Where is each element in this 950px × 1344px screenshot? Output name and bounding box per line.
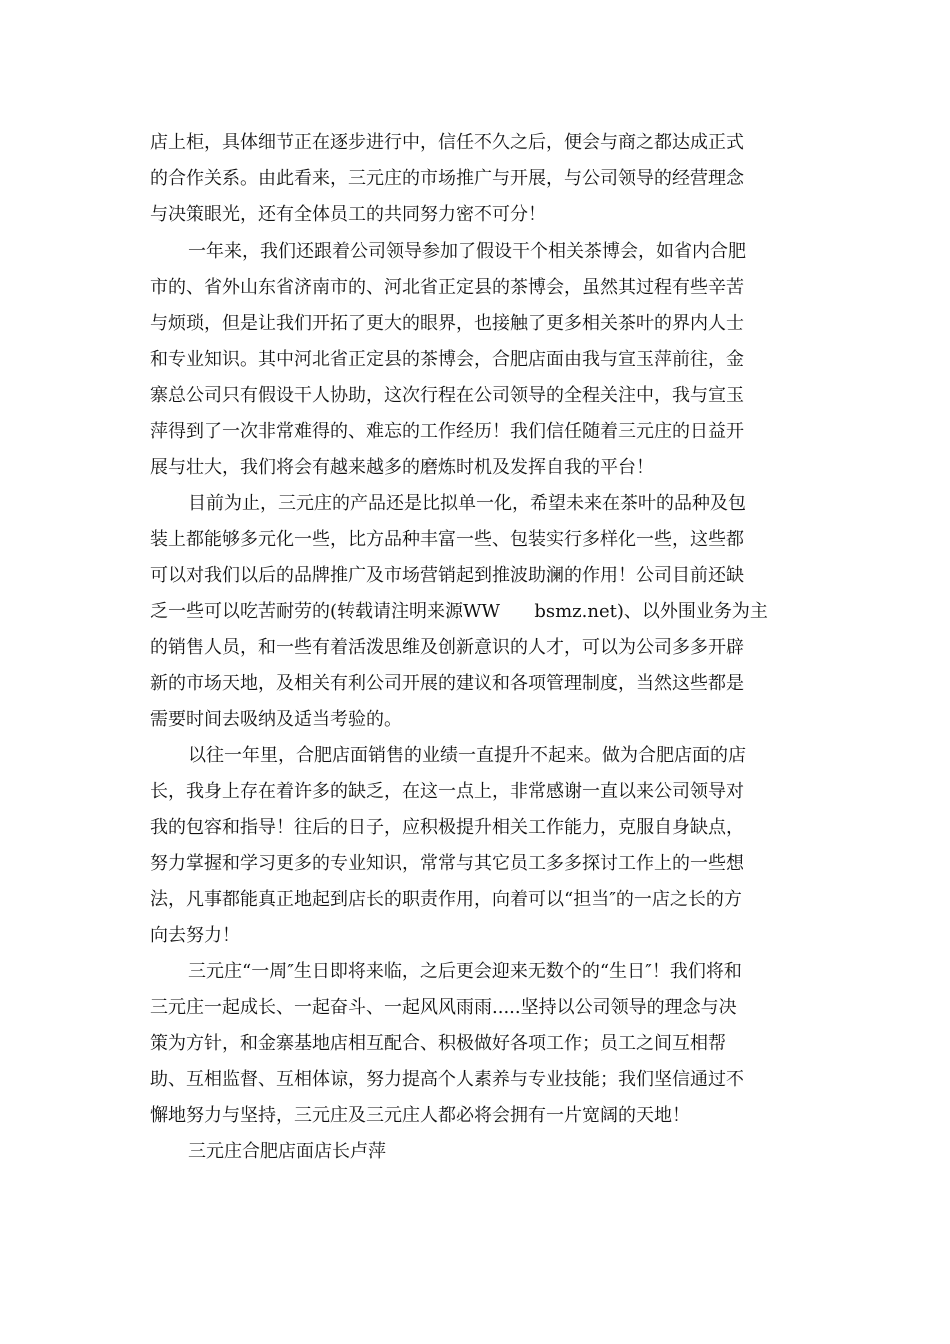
- text-line: 我的包容和指导！往后的日子，应积极提升相关工作能力，克服自身缺点，: [150, 817, 744, 838]
- paragraph-start-line: 三元庄“一周″生日即将来临，之后更会迎来无数个的“生日″！我们将和: [188, 961, 742, 982]
- text-line: 新的市场天地，及相关有利公司开展的建议和各项管理制度，当然这些都是: [150, 673, 744, 694]
- text-line: 的合作关系。由此看来，三元庄的市场推广与开展，与公司领导的经营理念: [150, 168, 744, 189]
- text-line: 的销售人员，和一些有着活泼思维及创新意识的人才，可以为公司多多开辟: [150, 637, 744, 658]
- paragraph-start-line: 以往一年里，合肥店面销售的业绩一直提升不起来。做为合肥店面的店: [188, 745, 746, 766]
- text-line: 长，我身上存在着许多的缺乏，在这一点上，非常感谢一直以来公司领导对: [150, 781, 744, 802]
- text-line: 装上都能够多元化一些，比方品种丰富一些、包装实行多样化一些，这些都: [150, 529, 744, 550]
- text-line: 助、互相监督、互相体谅，努力提高个人素养与专业技能；我们坚信通过不: [150, 1069, 744, 1090]
- paragraph-start-line: 一年来，我们还跟着公司领导参加了假设干个相关茶博会，如省内合肥: [188, 241, 746, 262]
- text-line: 市的、省外山东省济南市的、河北省正定县的茶博会，虽然其过程有些辛苦: [150, 277, 744, 298]
- text-line: 可以对我们以后的品牌推广及市场营销起到推波助澜的作用！公司目前还缺: [150, 565, 744, 586]
- text-line: 策为方针，和金寨基地店相互配合、积极做好各项工作；员工之间互相帮: [150, 1033, 726, 1054]
- text-line: 与决策眼光，还有全体员工的共同努力密不可分！: [150, 204, 546, 225]
- text-line: 努力掌握和学习更多的专业知识，常常与其它员工多多探讨工作上的一些想: [150, 853, 744, 874]
- text-line: 法，凡事都能真正地起到店长的职责作用，向着可以“担当″的一店之长的方: [150, 889, 742, 910]
- text-line: 萍得到了一次非常难得的、难忘的工作经历！我们信任随着三元庄的日益开: [150, 421, 744, 442]
- paragraph-start-line: 目前为止，三元庄的产品还是比拟单一化，希望未来在茶叶的品种及包: [188, 493, 746, 514]
- signature-line: 三元庄合肥店面店长卢萍: [188, 1141, 386, 1162]
- text-line: 懈地努力与坚持，三元庄及三元庄人都必将会拥有一片宽阔的天地！: [150, 1105, 690, 1126]
- text-line: 展与壮大，我们将会有越来越多的磨炼时机及发挥自我的平台！: [150, 457, 654, 478]
- text-line: 和专业知识。其中河北省正定县的茶博会，合肥店面由我与宣玉萍前往，金: [150, 349, 744, 370]
- text-line: 向去努力！: [150, 925, 240, 946]
- text-line: 与烦琐，但是让我们开拓了更大的眼界，也接触了更多相关茶叶的界内人士: [150, 313, 744, 334]
- text-line: 需要时间去吸纳及适当考验的。: [150, 709, 402, 730]
- text-line: 乏一些可以吃苦耐劳的(转载请注明来源WW bsmz.net)、以外围业务为主: [150, 601, 768, 622]
- text-line: 三元庄一起成长、一起奋斗、一起风风雨雨.....坚持以公司领导的理念与决: [150, 997, 737, 1018]
- text-line: 店上柜，具体细节正在逐步进行中，信任不久之后，便会与商之都达成正式: [150, 132, 744, 153]
- text-line: 寨总公司只有假设干人协助，这次行程在公司领导的全程关注中，我与宣玉: [150, 385, 744, 406]
